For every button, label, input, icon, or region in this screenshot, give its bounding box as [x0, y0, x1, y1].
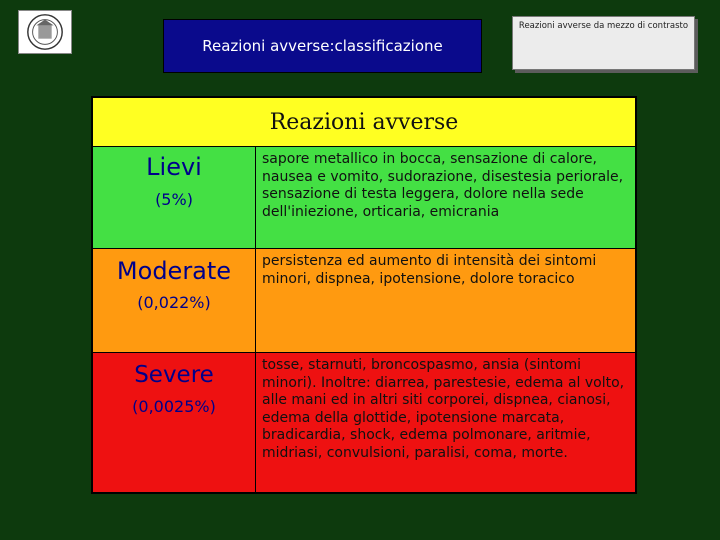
symptoms-cell: tosse, starnuti, broncospasmo, ansia (sintomi minori). Inoltre: diarrea, parestesie, edema al volto, alle mani ed in altri siti corporei, dispnea, cianosi, edema della glottide, ipotensione marcata, bradicardia, shock, edema polmonare, aritmie, midriasi, convulsioni, paralisi, coma, morte.: [256, 353, 635, 492]
table-row-severe: [93, 353, 635, 492]
adverse-reactions-table: [91, 96, 637, 494]
symptoms-cell: persistenza ed aumento di intensità dei sintomi minori, dispnea, ipotensione, dolore toracico: [256, 249, 635, 352]
severity-cell: [93, 353, 255, 492]
severity-cell: [93, 249, 255, 352]
slide-title-text: Reazioni avverse:classificazione: [202, 37, 443, 55]
slide-title: [163, 19, 482, 73]
context-note: [512, 16, 695, 70]
table-heading: Reazioni avverse: [93, 98, 635, 146]
severity-cell: [93, 147, 255, 248]
table-row-moderate: [93, 249, 635, 352]
symptoms-cell: sapore metallico in bocca, sensazione di calore, nausea e vomito, sudorazione, disestesia periorale, sensazione di testa leggera, dolore nella sede dell'iniezione, orticaria, emicrania: [256, 147, 635, 248]
severity-percent: (0,0025%): [132, 397, 216, 416]
table-row-mild: [93, 147, 635, 248]
university-seal-icon: [18, 10, 72, 54]
context-note-line1: Reazioni avverse da mezzo di contrasto: [518, 21, 689, 31]
severity-percent: (0,022%): [137, 293, 211, 312]
severity-label: Severe: [134, 362, 214, 388]
severity-label: Lievi: [146, 153, 202, 181]
severity-label: Moderate: [116, 257, 232, 285]
severity-percent: (5%): [155, 190, 193, 209]
